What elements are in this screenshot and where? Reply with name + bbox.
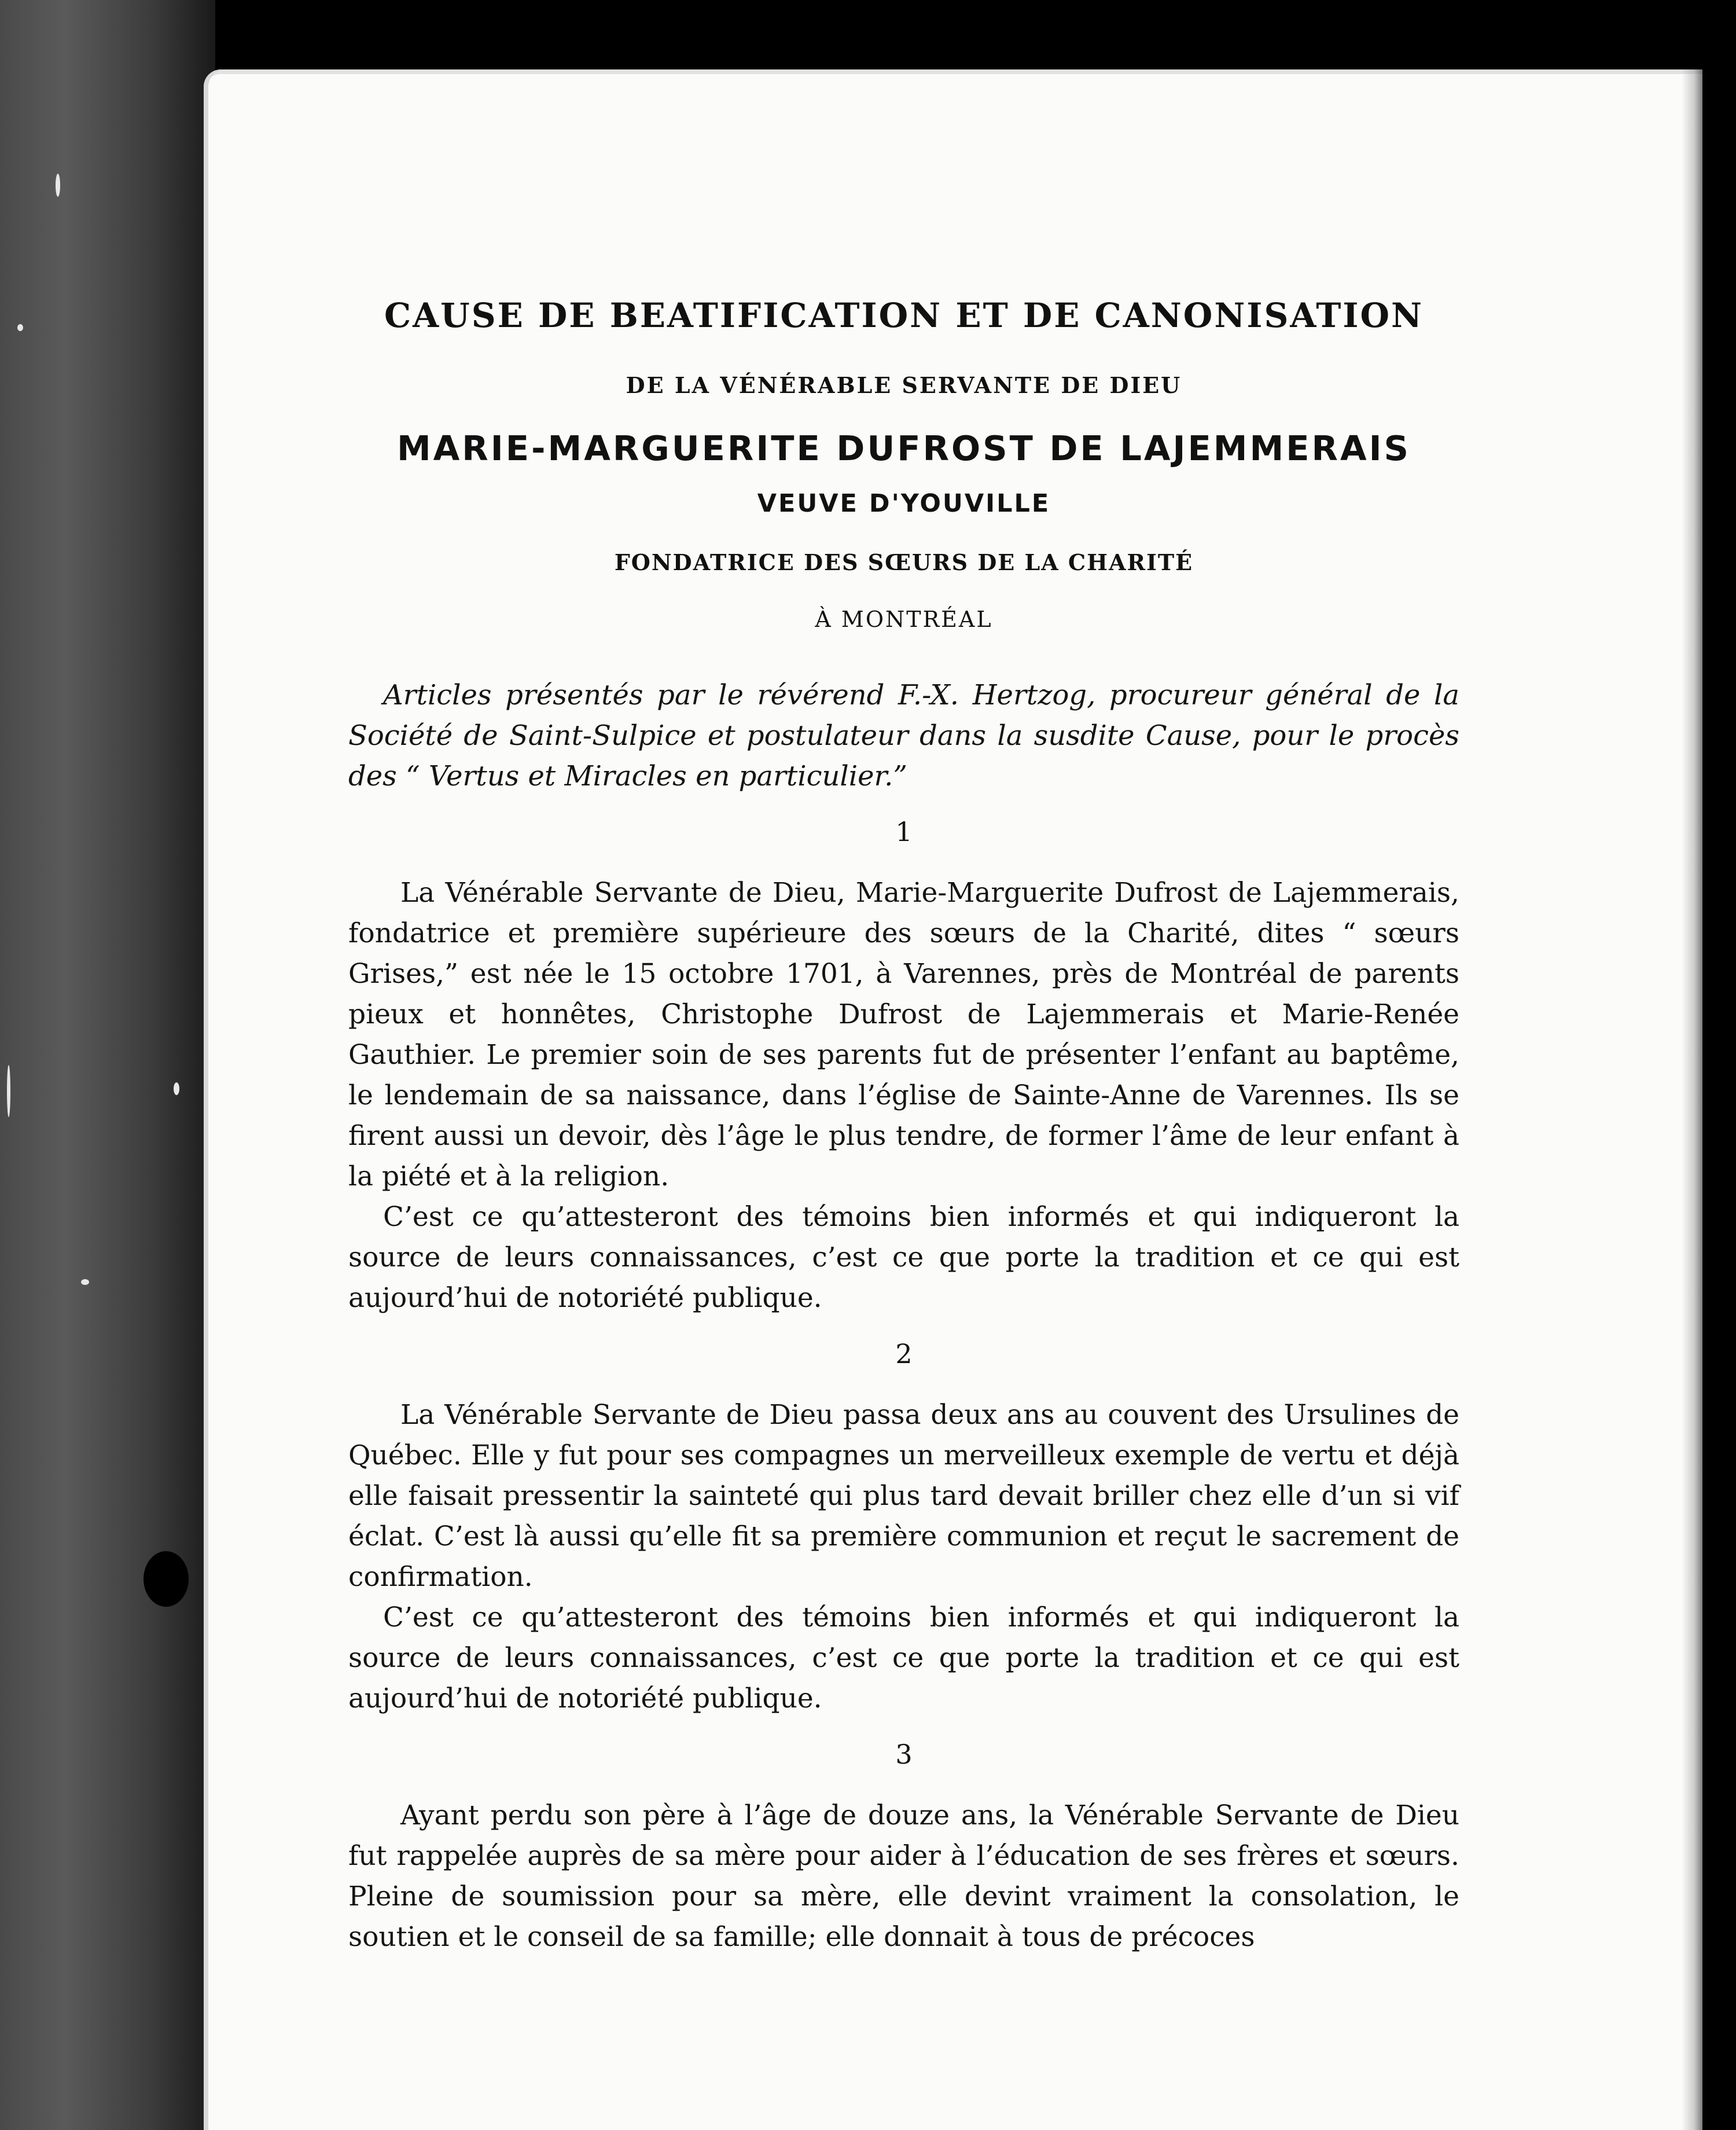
widow-name: VEUVE D'YOUVILLE: [757, 489, 1051, 518]
article-1: [348, 811, 1459, 1319]
city-line: À MONTRÉAL: [815, 607, 993, 632]
speck: [56, 174, 60, 197]
servant-name: MARIE-MARGUERITE DUFROST DE LAJEMMERAIS: [396, 428, 1411, 468]
speck: [17, 324, 23, 331]
article-paragraph: Ayant perdu son père à l’âge de douze ans, la Vénérable Servante de Dieu fut rappelée auprès de sa mère pour aider à l’éducation de ses frères et sœurs. Pleine de soumission pour sa mère, elle devint vraiment la consolation, le soutien et le conseil de sa famille; elle donnait à tous de précoces: [348, 1800, 1459, 1953]
binding-hole: [144, 1551, 189, 1607]
page-edge: [1682, 69, 1702, 2130]
article-paragraph: C’est ce qu’attesteront des témoins bien informés et qui indiqueront la source de leurs connaissances, c’est ce que porte la tradition et ce qui est aujourd’hui de notoriété publique.: [348, 1201, 1459, 1314]
article-2: [348, 1334, 1459, 1719]
article-paragraph: La Vénérable Servante de Dieu passa deux ans au couvent des Ursulines de Québec. Elle y fut pour ses compagnes un merveilleux exemple de vertu et déjà elle faisait pressentir la sainteté qui plus tard devait briller chez elle d’un si vif éclat. C’est là aussi qu’elle fit sa première communion et reçut le sacrement de confirmation.: [348, 1399, 1459, 1593]
binding-gutter: [0, 0, 215, 2130]
article-paragraph: C’est ce qu’attesteront des témoins bien informés et qui indiqueront la source de leurs connaissances, c’est ce que porte la tradition et ce qui est aujourd’hui de notoriété publique.: [348, 1602, 1459, 1714]
document-subtitle: DE LA VÉNÉRABLE SERVANTE DE DIEU: [626, 372, 1182, 398]
article-number: 2: [895, 1338, 913, 1369]
intro-paragraph: Articles présentés par le révérend F.-X. Hertzog, procureur général de la Société de Saint-Sulpice et postulateur dans la susdite Cause, pour le procès des “ Vertus et Miracles en particulier.”: [348, 679, 1459, 792]
article-paragraph: La Vénérable Servante de Dieu, Marie-Marguerite Dufrost de Lajemmerais, fondatrice et première supérieure des sœurs de la Charité, dites “ sœurs Grises,” est née le 15 octobre 1701, à Varennes, près de Montréal de parents pieux et honnêtes, Christophe Dufrost de Lajemmerais et Marie-Renée Gauthier. Le premier soin de ses parents fut de présenter l’enfant au baptême, le lendemain de sa naissance, dans l’église de Sainte-Anne de Varennes. Ils se firent aussi un devoir, dès l’âge le plus tendre, de former l’âme de leur enfant à la piété et à la religion.: [348, 877, 1459, 1192]
article-3: [348, 1734, 1459, 1958]
article-number: 1: [895, 816, 913, 847]
article-number: 3: [895, 1739, 913, 1770]
document-title: CAUSE DE BEATIFICATION ET DE CANONISATION: [384, 296, 1424, 335]
speck: [7, 1065, 10, 1117]
speck: [81, 1279, 89, 1285]
speck: [174, 1082, 179, 1095]
document-body: [348, 289, 1459, 1958]
founder-line: FONDATRICE DES SŒURS DE LA CHARITÉ: [614, 549, 1194, 575]
